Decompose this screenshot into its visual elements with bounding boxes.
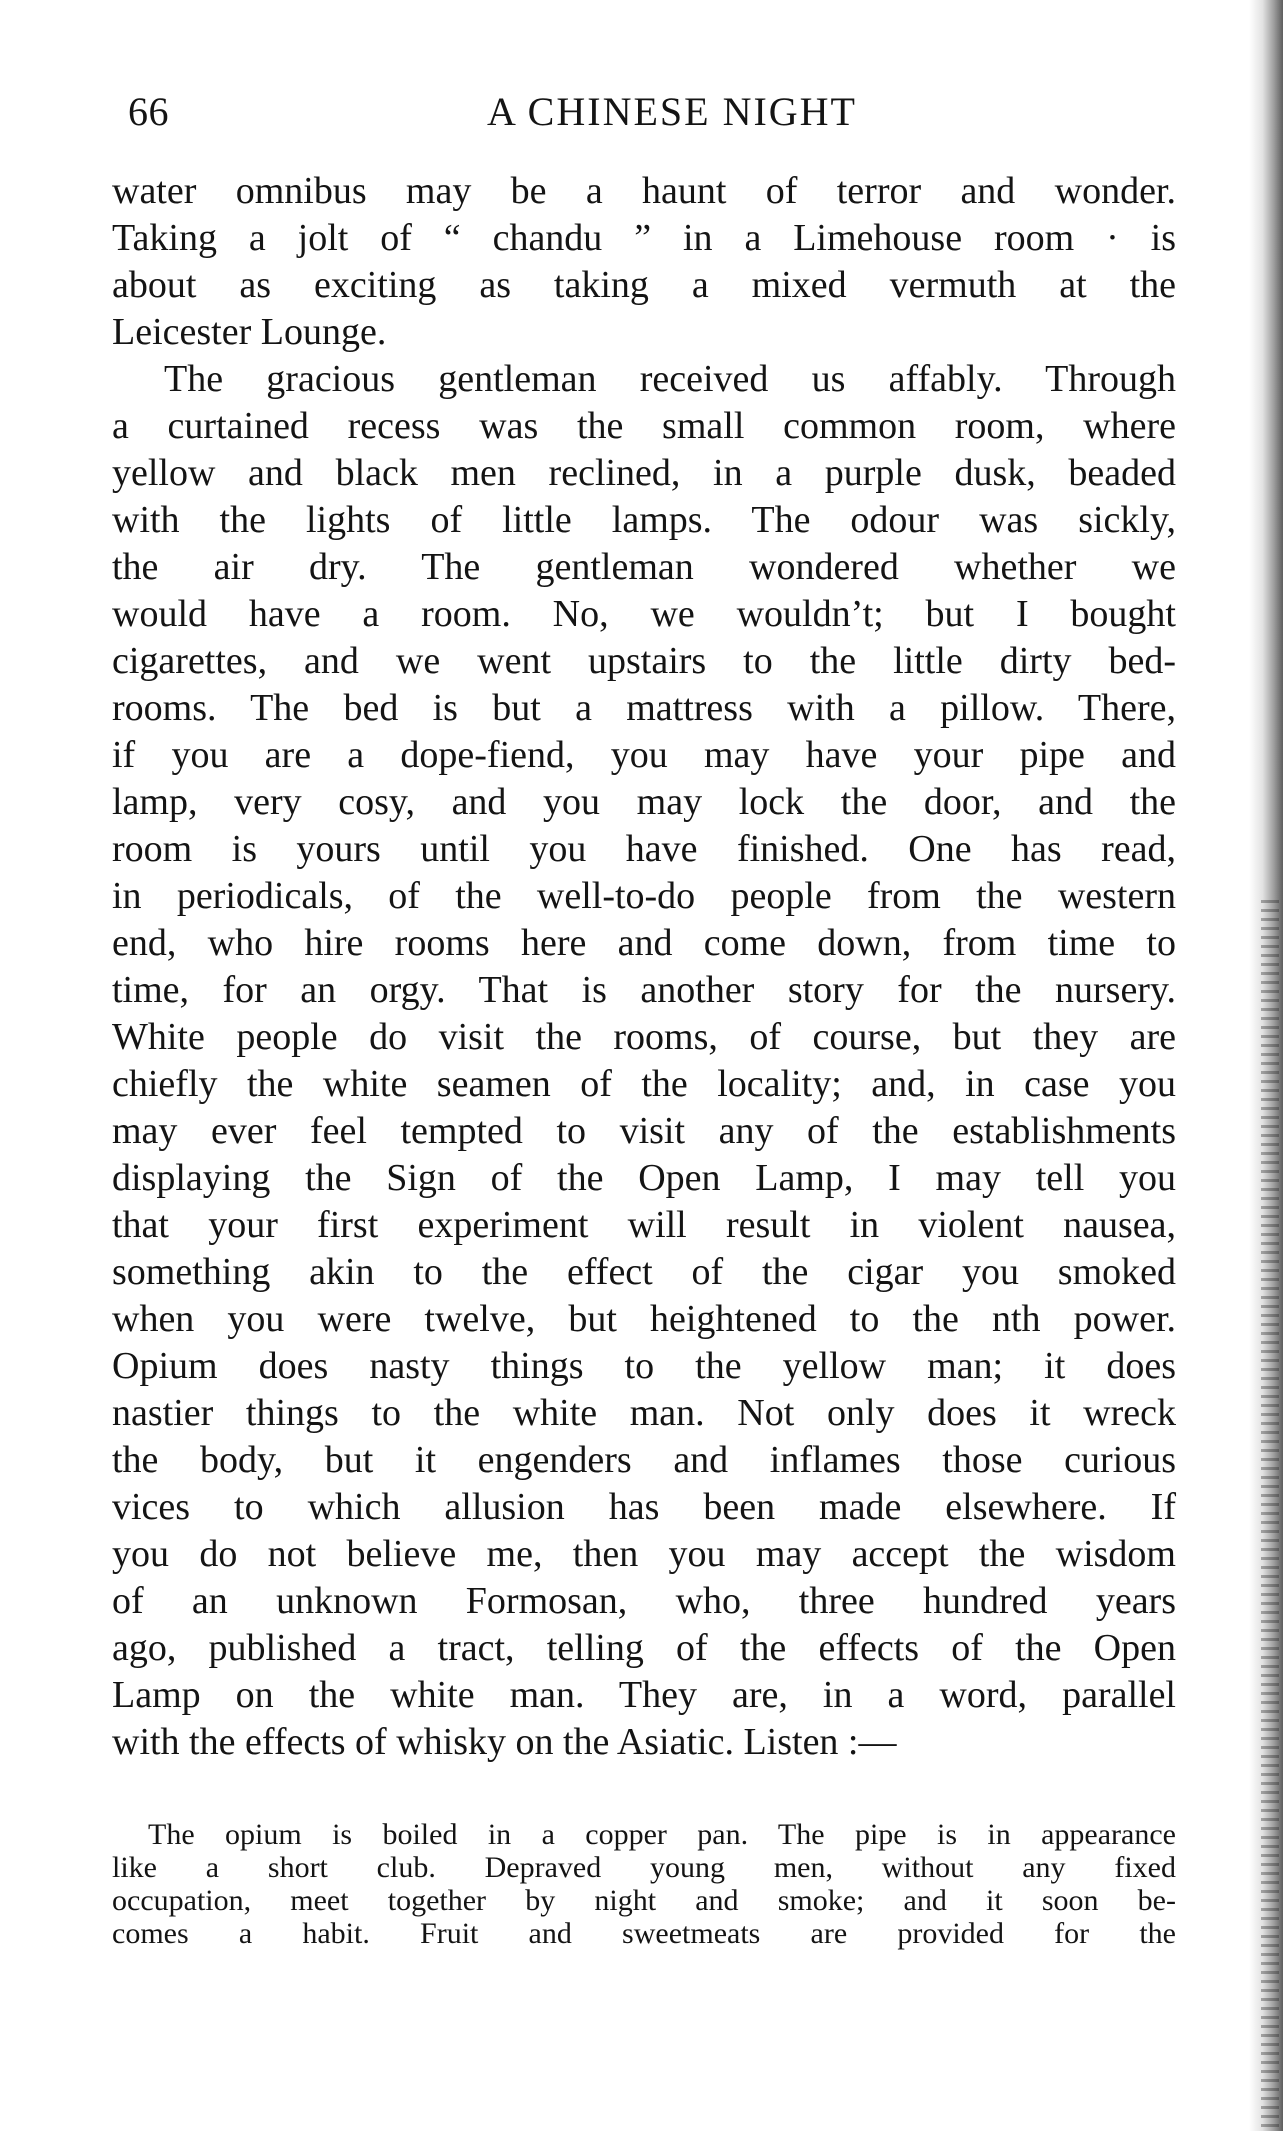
paragraph — [112, 168, 1176, 356]
extract-line: The opium is boiled in a copper pan. The pipe is in appearance — [148, 1818, 1176, 1851]
page-number: 66 — [128, 89, 169, 134]
text-line: in periodicals, of the well-to-do people from the western — [112, 875, 1176, 917]
body-text — [112, 168, 1176, 1766]
text-line: room is yours until you have finished. One has read, — [112, 828, 1176, 870]
text-line: of an unknown Formosan, who, three hundred years — [112, 1580, 1176, 1622]
paragraph — [112, 356, 1176, 1766]
text-line: vices to which allusion has been made elsewhere. If — [112, 1486, 1176, 1528]
text-line: chiefly the white seamen of the locality; and, in case you — [112, 1063, 1176, 1105]
text-line: Leicester Lounge. — [112, 311, 387, 353]
text-line: with the effects of whisky on the Asiatic. Listen :— — [112, 1721, 897, 1763]
text-line: White people do visit the rooms, of course, but they are — [112, 1016, 1176, 1058]
running-head — [128, 86, 1176, 138]
text-line: if you are a dope-fiend, you may have your pipe and — [112, 734, 1176, 776]
text-line: a curtained recess was the small common room, where — [112, 405, 1176, 447]
text-line: that your first experiment will result in violent nausea, — [112, 1204, 1176, 1246]
text-line: Opium does nasty things to the yellow man; it does — [112, 1345, 1176, 1387]
text-line: Lamp on the white man. They are, in a word, parallel — [112, 1674, 1176, 1716]
text-line: cigarettes, and we went upstairs to the little dirty bed- — [112, 640, 1176, 682]
text-line: something akin to the effect of the cigar you smoked — [112, 1251, 1176, 1293]
text-line: yellow and black men reclined, in a purple dusk, beaded — [112, 452, 1176, 494]
text-line: nastier things to the white man. Not only does it wreck — [112, 1392, 1176, 1434]
text-line: the air dry. The gentleman wondered whether we — [112, 546, 1176, 588]
text-line: rooms. The bed is but a mattress with a pillow. There, — [112, 687, 1176, 729]
extract-line: comes a habit. Fruit and sweetmeats are provided for the — [112, 1917, 1176, 1950]
extract-line: like a short club. Depraved young men, without any fixed — [112, 1851, 1176, 1884]
text-line: would have a room. No, we wouldn’t; but I bought — [112, 593, 1176, 635]
text-line: displaying the Sign of the Open Lamp, I may tell you — [112, 1157, 1176, 1199]
text-line: about as exciting as taking a mixed vermuth at the — [112, 264, 1176, 306]
text-line: may ever feel tempted to visit any of the establishments — [112, 1110, 1176, 1152]
extract-line: occupation, meet together by night and smoke; and it soon be- — [112, 1884, 1176, 1917]
text-line: Taking a jolt of “ chandu ” in a Limehouse room · is — [112, 217, 1176, 259]
text-line: when you were twelve, but heightened to the nth power. — [112, 1298, 1176, 1340]
text-line: lamp, very cosy, and you may lock the door, and the — [112, 781, 1176, 823]
text-line: end, who hire rooms here and come down, from time to — [112, 922, 1176, 964]
text-line: you do not believe me, then you may accept the wisdom — [112, 1533, 1176, 1575]
text-line: time, for an orgy. That is another story for the nursery. — [112, 969, 1176, 1011]
page-title: A CHINESE NIGHT — [487, 89, 857, 134]
text-line: ago, published a tract, telling of the effects of the Open — [112, 1627, 1176, 1669]
page-edge-speckle — [1261, 900, 1279, 2130]
text-line: The gracious gentleman received us affably. Through — [164, 358, 1176, 400]
text-line: with the lights of little lamps. The odour was sickly, — [112, 499, 1176, 541]
text-line: the body, but it engenders and inflames those curious — [112, 1439, 1176, 1481]
text-line: water omnibus may be a haunt of terror and wonder. — [112, 170, 1176, 212]
quoted-extract — [112, 1818, 1176, 1950]
